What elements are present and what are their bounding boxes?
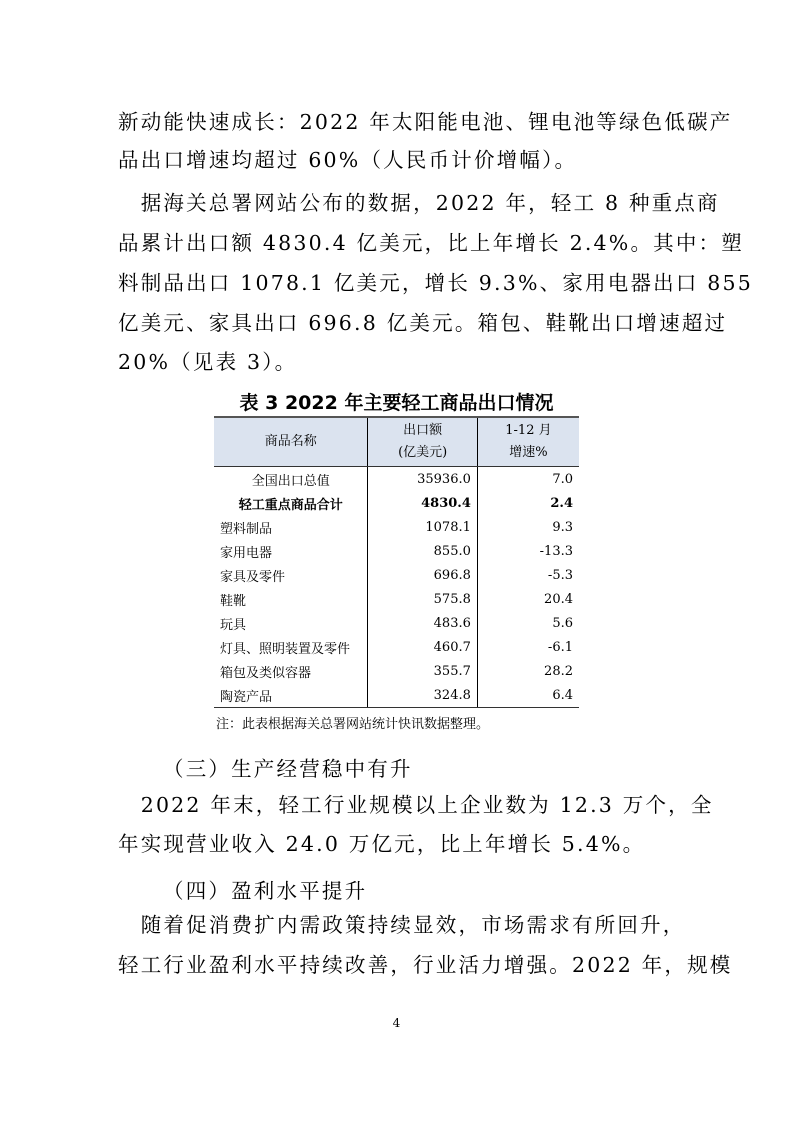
cell-name: 家用电器 (220, 545, 273, 561)
section-3-heading: （三）生产经营稳中有升 (163, 757, 413, 781)
cell-name: 灯具、照明装置及零件 (220, 641, 351, 657)
table-row (214, 635, 579, 659)
cell-growth: 20.4 (477, 587, 579, 611)
section-4-heading: （四）盈利水平提升 (163, 879, 368, 903)
table-note: 注：此表根据海关总署网站统计快讯数据整理。 (216, 717, 490, 732)
cell-name: 箱包及类似容器 (220, 665, 312, 681)
cell-name: 鞋靴 (220, 593, 247, 609)
header-export (368, 417, 477, 467)
cell-growth: 5.6 (477, 611, 579, 635)
header-growth-line2: 增速% (509, 445, 548, 460)
page-number: 4 (392, 1016, 401, 1030)
header-growth-line1: 1-12 月 (505, 423, 552, 438)
cell-export: 460.7 (368, 635, 477, 659)
table-row (214, 611, 579, 635)
export-table (214, 416, 579, 708)
cell-name: 陶瓷产品 (214, 683, 368, 708)
cell-export: 4830.4 (368, 491, 477, 515)
cell-export: 324.8 (368, 683, 477, 708)
cell-export: 35936.0 (368, 467, 477, 492)
cell-name: 塑料制品 (220, 521, 273, 537)
text-line: 品出口增速均超过 60%（人民币计价增幅）。 (118, 148, 578, 172)
text-line: 2022 年末，轻工行业规模以上企业数为 12.3 万个，全 (118, 793, 714, 817)
header-name: 商品名称 (214, 417, 368, 467)
header-growth (477, 417, 579, 467)
table-row (214, 587, 579, 611)
table-header-row (214, 417, 579, 467)
header-export-line2: (亿美元) (398, 445, 448, 460)
cell-name: 轻工重点商品合计 (238, 497, 343, 513)
text-line: 轻工行业盈利水平持续改善，行业活力增强。2022 年，规模 (118, 953, 733, 977)
cell-export: 483.6 (368, 611, 477, 635)
text-line: 据海关总署网站公布的数据，2022 年，轻工 8 种重点商 (118, 191, 720, 215)
cell-name: 玩具 (220, 617, 247, 633)
cell-export: 1078.1 (368, 515, 477, 539)
cell-export: 855.0 (368, 539, 477, 563)
text-line: 随着促消费扩内需政策持续显效，市场需求有所回升， (118, 913, 686, 937)
table-row (214, 659, 579, 683)
cell-name: 家具及零件 (220, 569, 286, 585)
table-row (214, 683, 579, 708)
text-line: 亿美元、家具出口 696.8 亿美元。箱包、鞋靴出口增速超过 (118, 311, 728, 335)
cell-growth: 6.4 (477, 683, 579, 708)
cell-export: 355.7 (368, 659, 477, 683)
table-row (214, 491, 579, 515)
cell-growth: -13.3 (477, 539, 579, 563)
table-row (214, 467, 579, 492)
table-row (214, 563, 579, 587)
text-line: 20%（见表 3）。 (118, 350, 298, 374)
table-row (214, 515, 579, 539)
cell-growth: -6.1 (477, 635, 579, 659)
cell-growth: 9.3 (477, 515, 579, 539)
cell-growth: 2.4 (477, 491, 579, 515)
header-export-line1: 出口额 (403, 423, 443, 438)
text-line: 年实现营业收入 24.0 万亿元，比上年增长 5.4%。 (118, 832, 646, 856)
cell-growth: 28.2 (477, 659, 579, 683)
text-line: 新动能快速成长：2022 年太阳能电池、锂电池等绿色低碳产 (118, 110, 733, 134)
cell-export: 696.8 (368, 563, 477, 587)
cell-name: 全国出口总值 (251, 473, 330, 489)
table-title: 表 3 2022 年主要轻工商品出口情况 (239, 392, 554, 414)
table-row (214, 539, 579, 563)
text-line: 料制品出口 1078.1 亿美元，增长 9.3%、家用电器出口 855 (118, 271, 754, 295)
text-line: 品累计出口额 4830.4 亿美元，比上年增长 2.4%。其中：塑 (118, 231, 744, 255)
cell-growth: 7.0 (477, 467, 579, 492)
cell-export: 575.8 (368, 587, 477, 611)
cell-growth: -5.3 (477, 563, 579, 587)
